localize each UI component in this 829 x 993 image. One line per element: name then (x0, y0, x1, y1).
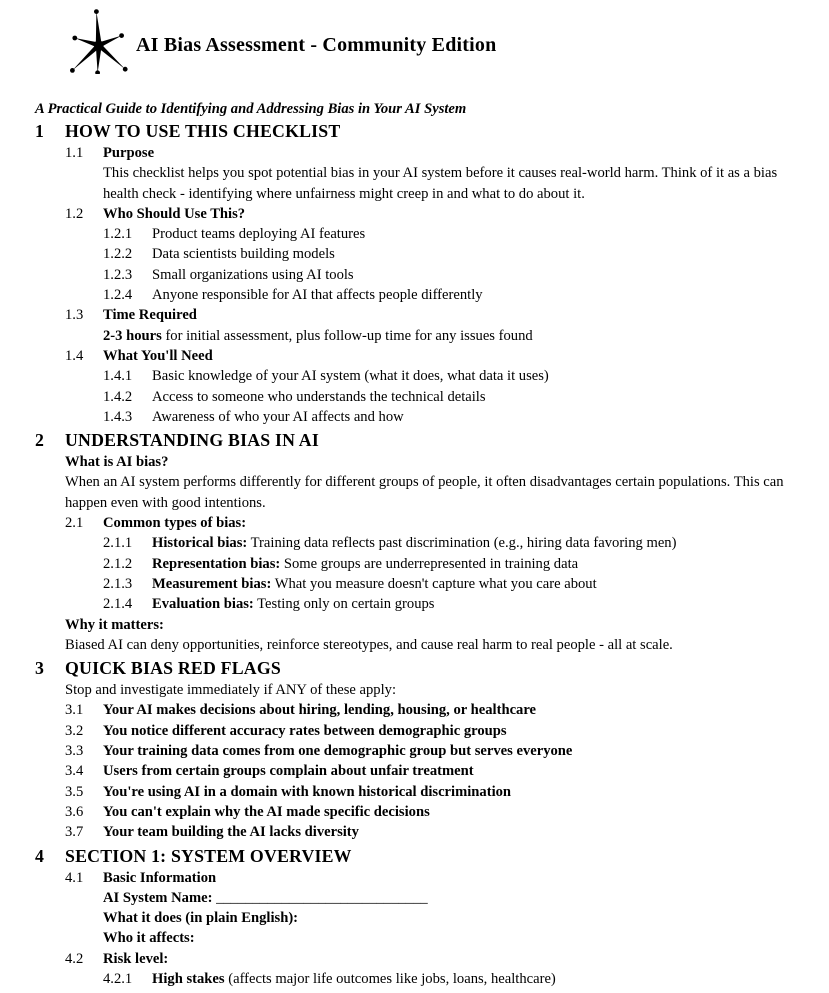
item-number: 3.7 (65, 824, 84, 841)
red-flag-3-1 (65, 700, 799, 720)
why-it-matters-paragraph: Biased AI can deny opportunities, reinforce stereotypes, and cause real harm to real people - all at scale. (65, 636, 673, 653)
item-label: Purpose (103, 145, 155, 161)
item-2-1-3 (103, 574, 799, 594)
item-text: Access to someone who understands the technical details (152, 388, 486, 405)
item-number: 2.1.1 (103, 535, 133, 552)
item-label: What You'll Need (103, 347, 213, 364)
section-number: 1 (35, 121, 45, 141)
document-header (0, 0, 829, 72)
item-1-4-2 (103, 387, 799, 407)
red-flag-3-2 (65, 721, 799, 741)
red-flag-text: Users from certain groups complain about unfair treatment (103, 763, 474, 780)
item-2-1-4 (103, 594, 799, 614)
item-number: 3.5 (65, 783, 84, 800)
item-label: Basic Information (103, 869, 217, 886)
item-number: 4.1 (65, 869, 84, 886)
item-number: 1.4 (65, 347, 84, 364)
red-flag-text: You can't explain why the AI made specific decisions (103, 803, 430, 820)
item-text: Data scientists building models (152, 246, 335, 263)
item-1-2-1 (103, 224, 799, 244)
bias-type-label: Evaluation bias: (152, 596, 254, 613)
bias-type-label: Representation bias: (152, 555, 281, 572)
bias-type-desc: Training data reflects past discrimination (e.g., hiring data favoring men) (247, 535, 677, 552)
item-2-1-1 (103, 533, 799, 553)
item-text (152, 574, 597, 594)
item-label: Common types of bias: (103, 515, 247, 532)
item-number: 2.1.2 (103, 555, 133, 572)
item-number: 1.3 (65, 307, 84, 324)
bias-type-label: Measurement bias: (152, 575, 272, 592)
section-title: UNDERSTANDING BIAS IN AI (65, 430, 319, 451)
item-number: 3.6 (65, 803, 84, 820)
star-asterisk-logo-icon (70, 8, 130, 74)
item-1-3 (65, 305, 799, 325)
why-it-matters-heading: Why it matters: (65, 616, 164, 633)
item-4-2-1 (103, 969, 799, 989)
item-text (152, 554, 578, 574)
item-number: 4.2 (65, 950, 84, 967)
section-heading-3 (35, 657, 794, 679)
item-label: Risk level: (103, 950, 169, 967)
section-heading-4 (35, 845, 794, 867)
section-number: 4 (35, 845, 45, 866)
item-label: Who Should Use This? (103, 205, 246, 222)
item-1-2-4 (103, 285, 799, 305)
item-number: 3.2 (65, 722, 84, 739)
item-number: 1.4.2 (103, 388, 133, 405)
item-1-4-3 (103, 407, 799, 427)
section-number: 3 (35, 658, 45, 679)
item-text (152, 533, 676, 553)
item-number: 2.1.4 (103, 596, 133, 613)
item-number: 2.1.3 (103, 575, 133, 592)
red-flag-3-5 (65, 782, 799, 802)
what-is-bias-heading: What is AI bias? (65, 454, 169, 471)
ai-system-name-field (103, 888, 797, 908)
item-4-1 (65, 868, 799, 888)
time-required-rest: for initial assessment, plus follow-up time for any issues found (161, 327, 533, 344)
item-number: 1.2.4 (103, 287, 133, 304)
red-flag-text: Your team building the AI lacks diversity (103, 824, 359, 841)
item-1-1 (65, 143, 799, 163)
item-number: 2.1 (65, 515, 84, 532)
item-text: Basic knowledge of your AI system (what it does, what data it uses) (152, 368, 549, 385)
ai-system-name-blank: _____________________________ (212, 889, 428, 906)
item-text (152, 969, 556, 989)
red-flag-3-3 (65, 741, 799, 761)
red-flag-text: Your training data comes from one demographic group but serves everyone (103, 743, 573, 760)
section-title: SECTION 1: SYSTEM OVERVIEW (65, 845, 352, 866)
what-is-bias-paragraph: When an AI system performs differently for different groups of people, it often disadvantages certain populations. This can happen even with good intentions. (65, 474, 784, 511)
document-subtitle: A Practical Guide to Identifying and Addressing Bias in Your AI System (35, 101, 467, 117)
item-text: Awareness of who your AI affects and how (152, 408, 404, 425)
item-text: Small organizations using AI tools (152, 266, 354, 283)
item-2-1 (65, 513, 799, 533)
item-number: 3.1 (65, 702, 84, 719)
item-number: 1.2.1 (103, 226, 133, 243)
red-flag-3-4 (65, 761, 799, 781)
section-title: QUICK BIAS RED FLAGS (65, 658, 281, 679)
section-title: HOW TO USE THIS CHECKLIST (65, 121, 341, 141)
item-label: Time Required (103, 307, 197, 324)
bias-type-desc: Testing only on certain groups (253, 596, 435, 613)
red-flag-3-7 (65, 822, 799, 842)
item-number: 1.2.2 (103, 246, 133, 263)
item-number: 1.2 (65, 205, 84, 222)
item-1-2 (65, 204, 799, 224)
red-flag-text: You notice different accuracy rates between demographic groups (103, 722, 507, 739)
item-2-1-2 (103, 554, 799, 574)
section-heading-2 (35, 429, 794, 451)
document-title: AI Bias Assessment - Community Edition (136, 34, 497, 56)
what-it-does-label: What it does (in plain English): (103, 910, 299, 927)
item-text: Product teams deploying AI features (152, 226, 366, 243)
item-number: 1.2.3 (103, 266, 133, 283)
section-number: 2 (35, 430, 45, 451)
ai-system-name-label: AI System Name: (103, 889, 213, 906)
item-1-4-1 (103, 366, 799, 386)
item-1-2-2 (103, 244, 799, 264)
item-number: 1.4.3 (103, 408, 133, 425)
item-number: 3.3 (65, 743, 84, 760)
risk-level-label: High stakes (152, 970, 225, 987)
item-number: 4.2.1 (103, 970, 133, 987)
bias-type-label: Historical bias: (152, 535, 248, 552)
risk-level-desc: (affects major life outcomes like jobs, loans, healthcare) (224, 970, 556, 987)
item-text (152, 594, 434, 614)
section-heading-1 (35, 120, 794, 142)
time-required-paragraph (103, 326, 797, 346)
item-text: Anyone responsible for AI that affects people differently (152, 287, 483, 304)
item-1-4 (65, 346, 799, 366)
red-flag-text: Your AI makes decisions about hiring, lending, housing, or healthcare (103, 702, 537, 719)
item-4-2 (65, 949, 799, 969)
bias-type-desc: What you measure doesn't capture what you care about (271, 575, 597, 592)
time-required-bold: 2-3 hours (103, 327, 162, 344)
who-it-affects-label: Who it affects: (103, 930, 195, 947)
red-flag-3-6 (65, 802, 799, 822)
red-flags-intro: Stop and investigate immediately if ANY of these apply: (65, 682, 396, 699)
item-1-2-3 (103, 265, 799, 285)
purpose-paragraph: This checklist helps you spot potential bias in your AI system before it causes real-world harm. Think of it as a bias health check - identifying where unfairness might creep in and what to do about it. (103, 165, 778, 202)
item-number: 3.4 (65, 763, 84, 780)
item-number: 1.1 (65, 145, 84, 161)
red-flag-text: You're using AI in a domain with known historical discrimination (103, 783, 512, 800)
bias-type-desc: Some groups are underrepresented in training data (280, 555, 579, 572)
item-number: 1.4.1 (103, 368, 133, 385)
